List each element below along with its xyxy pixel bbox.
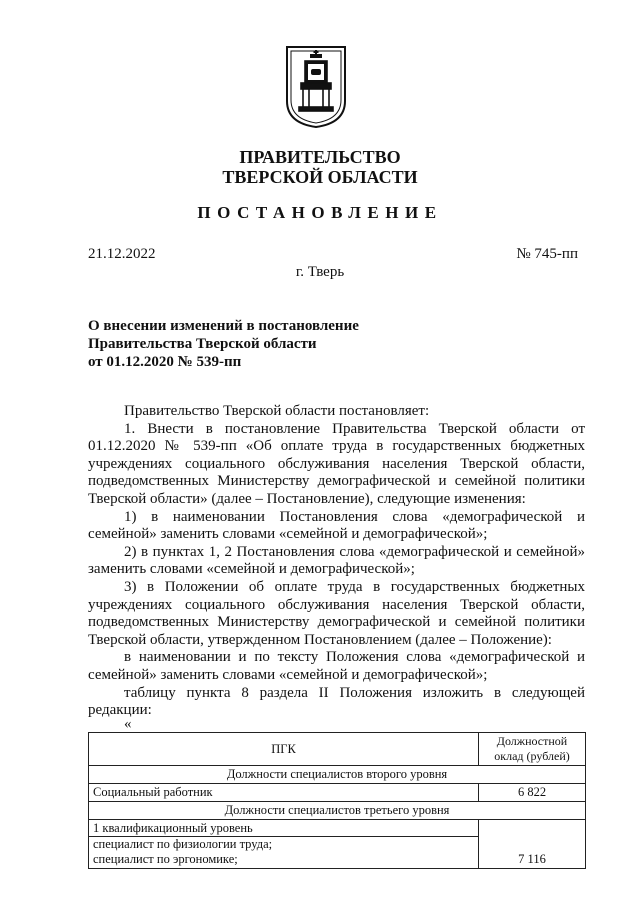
paragraph-subitem-1: 1) в наименовании Постановления слова «демографической и семейной» заменить словами «семейной и демографической»;: [88, 508, 585, 543]
document-date: 21.12.2022: [88, 246, 156, 262]
qualification-level-cell: [89, 820, 479, 869]
table-header-row: [89, 733, 586, 766]
salary-table: [88, 732, 586, 869]
table-row: [89, 820, 586, 869]
paragraph-subitem-3: 3) в Положении об оплате труда в государственных бюджетных учреждениях социального обслуживания населения Тверской области, подведомственных Министерству демографической и семейной политики Тверской области, утвержденном Постановлением (далее – Положение):: [88, 578, 585, 648]
document-number: № 745-пп: [516, 246, 578, 262]
qualification-level-label: 1 квалификационный уровень: [89, 821, 478, 837]
document-subject: [88, 317, 408, 371]
government-title-line2: ТВЕРСКОЙ ОБЛАСТИ: [222, 167, 418, 187]
subject-line2: Правительства Тверской области: [88, 336, 317, 352]
column-header-pgk: ПГК: [89, 733, 479, 766]
document-body: [88, 403, 585, 720]
section-third-level: Должности специалистов третьего уровня: [89, 802, 586, 820]
table-row: [89, 784, 586, 802]
document-city: г. Тверь: [295, 264, 345, 280]
position-physiology: специалист по физиологии труда;: [93, 837, 273, 851]
position-name-cell: Социальный работник: [89, 784, 479, 802]
opening-quote-mark: «: [124, 716, 132, 732]
salary-cell: 7 116: [479, 820, 586, 869]
position-ergonomics: специалист по эргономике;: [93, 852, 238, 866]
subject-line3: от 01.12.2020 № 539-пп: [88, 354, 242, 370]
section-second-level: Должности специалистов второго уровня: [89, 766, 586, 784]
paragraph-table-intro: таблицу пункта 8 раздела II Положения изложить в следующей редакции:: [88, 684, 585, 719]
paragraph-resolves: Правительство Тверской области постановляет:: [124, 403, 430, 419]
paragraph-item-1: 1. Внести в постановление Правительства Тверской области от 01.12.2020 № 539-пп «Об оплате труда в государственных бюджетных учреждениях социального обслуживания населения Тверской области, подведомственных Министерству демографической и семейной политики Тверской области» (далее – Постановление), следующие изменения:: [88, 420, 585, 507]
paragraph-naming-change: в наименовании и по тексту Положения слова «демографической и семейной» заменить словами «семейной и демографической»;: [88, 649, 585, 683]
salary-cell: 6 822: [479, 784, 586, 802]
government-title-line1: ПРАВИТЕЛЬСТВО: [239, 147, 401, 167]
table-section-row: [89, 802, 586, 820]
column-header-salary: Должностной оклад (рублей): [479, 733, 586, 766]
paragraph-subitem-2: 2) в пунктах 1, 2 Постановления слова «демографической и семейной» заменить словами «семейной и демографической»;: [88, 543, 585, 578]
subject-line1: О внесении изменений в постановление: [88, 318, 359, 334]
table-section-row: [89, 766, 586, 784]
cushion-icon: [311, 69, 321, 75]
coat-of-arms-emblem: [285, 45, 347, 129]
document-type: ПОСТАНОВЛЕНИЕ: [197, 203, 443, 222]
